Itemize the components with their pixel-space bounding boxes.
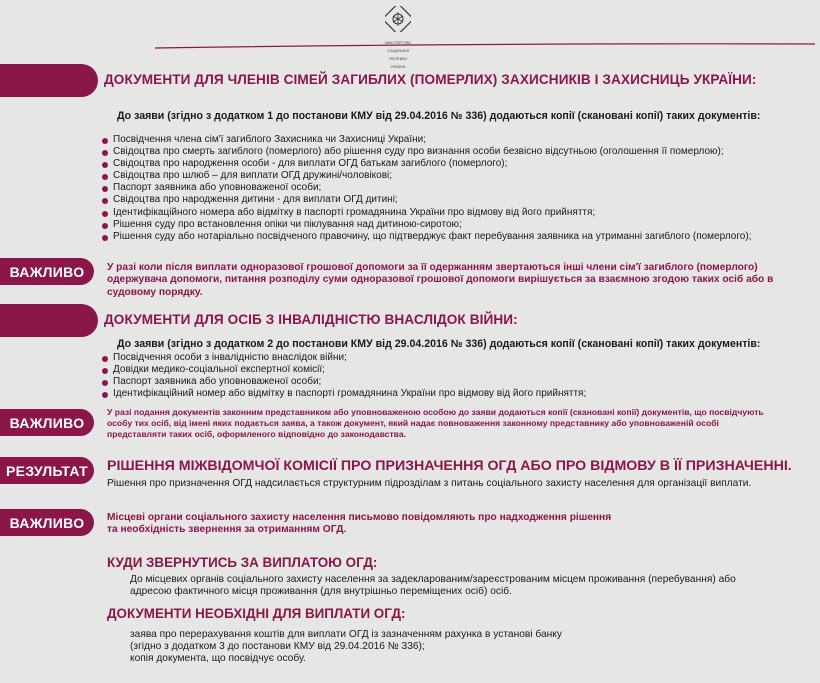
document-list-disability [102,352,586,400]
list-item: Посвідчення члена сім'ї загиблого Захисника чи Захисниці України; [102,134,751,146]
list-item: Свідоцтва про народження особи - для виплати ОГД батькам загиблого (померлого); [102,158,751,170]
section-banner [0,64,98,97]
section-intro-families: До заяви (згідно з додатком 1 до постанови КМУ від 29.04.2016 № 336) додаються копії (скановані копії) таких документів: [117,110,761,122]
important-tag: ВАЖЛИВО [0,258,94,285]
ministry-logo [381,6,415,73]
top-divider [155,43,815,49]
section-intro-disability: До заяви (згідно з додатком 2 до постанови КМУ від 29.04.2016 № 336) додаються копії (скановані копії) таких документів: [117,338,761,350]
payment-docs-title: ДОКУМЕНТИ НЕОБХІДНІ ДЛЯ ВИПЛАТИ ОГД: [107,606,406,621]
list-item: Посвідчення особи з інвалідністю внаслідок війни; [102,352,586,364]
payment-docs-text: заява про перерахування коштів для виплати ОГД із зазначенням рахунка в установі банку (згідно з додатком 3 до постанови КМУ від 29.04.2016 № 336); копія документа, що посвідчує особу. [130,629,562,665]
section-title-families: ДОКУМЕНТИ ДЛЯ ЧЛЕНІВ СІМЕЙ ЗАГИБЛИХ (ПОМЕРЛИХ) ЗАХИСНИКІВ І ЗАХИСНИЦЬ УКРАЇНИ: [104,72,757,87]
list-item: Паспорт заявника або уповноваженої особи; [102,376,586,388]
list-item: Свідоцтва про смерть загиблого (померлого) або рішення суду про визнання особи безвісно відсутньою (оголошення її померлою); [102,146,751,158]
important-note-3: Місцеві органи соціального захисту населення письмово повідомляють про надходження рішення та необхідність звернення за отриманням ОГД. [107,512,612,536]
list-item: Рішення суду або нотаріально посвідченого правочину, що підтверджує факт перебування заявника на утриманні загиблого (померлого); [102,231,751,243]
important-note-1: У разі коли після виплати одноразової грошової допомоги за її одержанням звертаються інші члени сім'ї загиблого (померлого) одержувача допомоги, питання розподілу суми одноразової грошової допомоги вирішується за взаємною згодою таких осіб або в судовому порядку. [107,262,774,298]
result-text: Рішення про призначення ОГД надсилається структурним підрозділам з питань соціального захисту населення для організації виплати. [107,478,752,489]
document-list-families [102,134,751,243]
result-tag: РЕЗУЛЬТАТ [0,457,94,484]
list-item: Паспорт заявника або уповноваженої особи; [102,182,751,194]
list-item: Ідентифікаційного номера або відмітку в паспорті громадянина України про відмову від його прийняття; [102,207,751,219]
important-tag: ВАЖЛИВО [0,409,94,436]
section-title-disability: ДОКУМЕНТИ ДЛЯ ОСІБ З ІНВАЛІДНІСТЮ ВНАСЛІДОК ВІЙНИ: [104,312,518,327]
important-note-2: У разі подання документів законним представником або уповноваженою особою до заяви додаються копії (скановані копії) документів, що посвідчують особу тих осіб, від імені яких подається заява, а також документ, який надає повноваження законному представнику або уповноваженій особі представляти таких осіб, оформленого відповідно до законодавства. [107,407,764,439]
emblem-icon [385,6,411,32]
logo-caption: МІНІСТЕРСТВО СОЦІАЛЬНОЇ ПОЛІТИКИ УКРАЇНИ [384,41,412,69]
result-title: РІШЕННЯ МІЖВІДОМЧОЇ КОМІСІЇ ПРО ПРИЗНАЧЕННЯ ОГД АБО ПРО ВІДМОВУ В ЇЇ ПРИЗНАЧЕННІ. [107,458,792,474]
list-item: Свідоцтва про шлюб – для виплати ОГД дружині/чоловікові; [102,170,751,182]
list-item: Довідки медико-соціальної експертної комісії; [102,364,586,376]
section-banner [0,304,98,337]
where-text: До місцевих органів соціального захисту населення за задекларованим/зареєстрованим місцем проживання (перебування) або адресою фактичного місця проживання (для внутрішньо переміщених осіб) осіб. [130,574,736,598]
list-item: Рішення суду про встановлення опіки чи піклування над дитиною-сиротою; [102,219,751,231]
list-item: Свідоцтва про народження дитини - для виплати ОГД дитині; [102,194,751,206]
where-title: КУДИ ЗВЕРНУТИСЬ ЗА ВИПЛАТОЮ ОГД: [107,555,378,570]
important-tag: ВАЖЛИВО [0,509,94,536]
list-item: Ідентифікаційний номер або відмітку в паспорті громадянина України про відмову від його прийняття; [102,388,586,400]
